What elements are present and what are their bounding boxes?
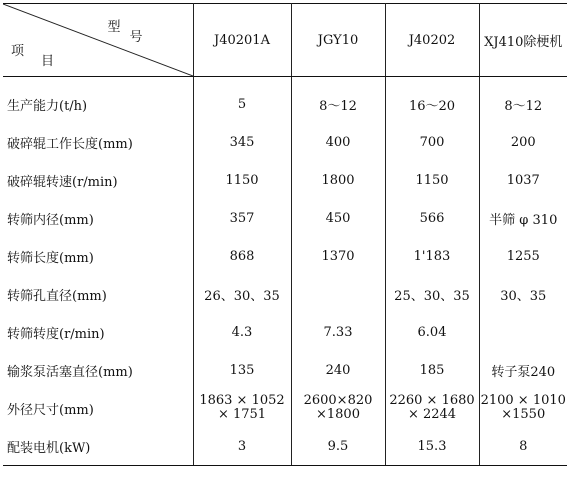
table-cell: 16～20 xyxy=(385,77,479,124)
table-cell: 240 xyxy=(291,351,385,389)
table-row xyxy=(3,351,567,389)
table-cell: 半筛 φ 310 xyxy=(479,199,567,237)
table-cell: 3 xyxy=(193,427,291,466)
table-row xyxy=(3,389,567,427)
table-cell xyxy=(479,389,567,427)
dimension-line-1: 1863 × 1052 xyxy=(199,393,285,408)
table-cell: 30、35 xyxy=(479,275,567,313)
table-cell: 7.33 xyxy=(291,313,385,351)
table-row xyxy=(3,161,567,199)
table-cell xyxy=(385,389,479,427)
table-cell: 转子泵240 xyxy=(479,351,567,389)
table-cell: 8～12 xyxy=(291,77,385,124)
table-row xyxy=(3,313,567,351)
table-cell: 4.3 xyxy=(193,313,291,351)
dimension-line-2: × 2244 xyxy=(407,407,457,422)
header-row xyxy=(3,4,567,77)
row-label: 转筛孔直径(mm) xyxy=(3,275,193,313)
row-label: 外径尺寸(mm) xyxy=(3,389,193,427)
table-row xyxy=(3,123,567,161)
table-cell: 400 xyxy=(291,123,385,161)
dimension-line-2: ×1550 xyxy=(501,407,546,422)
table-cell: 1037 xyxy=(479,161,567,199)
corner-item-char1: 项 xyxy=(11,44,25,59)
table-cell: 345 xyxy=(193,123,291,161)
model-header-1: J40201A xyxy=(193,4,291,77)
table-cell: 1800 xyxy=(291,161,385,199)
corner-header xyxy=(3,4,193,77)
table-cell xyxy=(291,275,385,313)
model-header-3: J40202 xyxy=(385,4,479,77)
table-cell: 1'183 xyxy=(385,237,479,275)
table-cell: 566 xyxy=(385,199,479,237)
table-row xyxy=(3,237,567,275)
table-cell: 200 xyxy=(479,123,567,161)
model-header-2: JGY10 xyxy=(291,4,385,77)
table-cell: 700 xyxy=(385,123,479,161)
table-cell: 450 xyxy=(291,199,385,237)
corner-model-char2: 号 xyxy=(129,30,143,45)
table-cell xyxy=(291,389,385,427)
model-header-4: XJ410除梗机 xyxy=(479,4,567,77)
corner-item-char2: 目 xyxy=(41,54,55,69)
table-row xyxy=(3,275,567,313)
row-label: 生产能力(t/h) xyxy=(3,77,193,124)
table-cell: 185 xyxy=(385,351,479,389)
table-cell: 357 xyxy=(193,199,291,237)
table-row xyxy=(3,199,567,237)
row-label: 输浆泵活塞直径(mm) xyxy=(3,351,193,389)
table-cell: 1150 xyxy=(193,161,291,199)
table-cell: 8～12 xyxy=(479,77,567,124)
table-cell xyxy=(479,313,567,351)
dimension-line-1: 2600×820 xyxy=(303,393,373,408)
row-label: 配装电机(kW) xyxy=(3,427,193,466)
dimension-line-2: ×1800 xyxy=(316,407,360,422)
row-label: 转筛内径(mm) xyxy=(3,199,193,237)
dimension-line-1: 2100 × 1010 xyxy=(480,393,566,408)
table-cell: 15.3 xyxy=(385,427,479,466)
dimension-line-1: 2260 × 1680 xyxy=(389,393,475,408)
table-cell: 135 xyxy=(193,351,291,389)
table-cell: 1150 xyxy=(385,161,479,199)
table-cell xyxy=(193,389,291,427)
row-label: 破碎辊工作长度(mm) xyxy=(3,123,193,161)
table-cell: 25、30、35 xyxy=(385,275,479,313)
table-row xyxy=(3,77,567,124)
table-cell: 1255 xyxy=(479,237,567,275)
diagonal-line xyxy=(3,4,193,76)
table-cell: 868 xyxy=(193,237,291,275)
row-label: 破碎辊转速(r/min) xyxy=(3,161,193,199)
row-label: 转筛转度(r/min) xyxy=(3,313,193,351)
table-cell: 6.04 xyxy=(385,313,479,351)
spec-table xyxy=(3,3,567,466)
table-cell: 9.5 xyxy=(291,427,385,466)
row-label: 转筛长度(mm) xyxy=(3,237,193,275)
table-cell: 26、30、35 xyxy=(193,275,291,313)
corner-model-char1: 型 xyxy=(107,20,121,35)
table-cell: 8 xyxy=(479,427,567,466)
table-cell: 1370 xyxy=(291,237,385,275)
dimension-line-2: × 1751 xyxy=(217,407,267,422)
table-row xyxy=(3,427,567,466)
table-cell: 5 xyxy=(193,77,291,124)
